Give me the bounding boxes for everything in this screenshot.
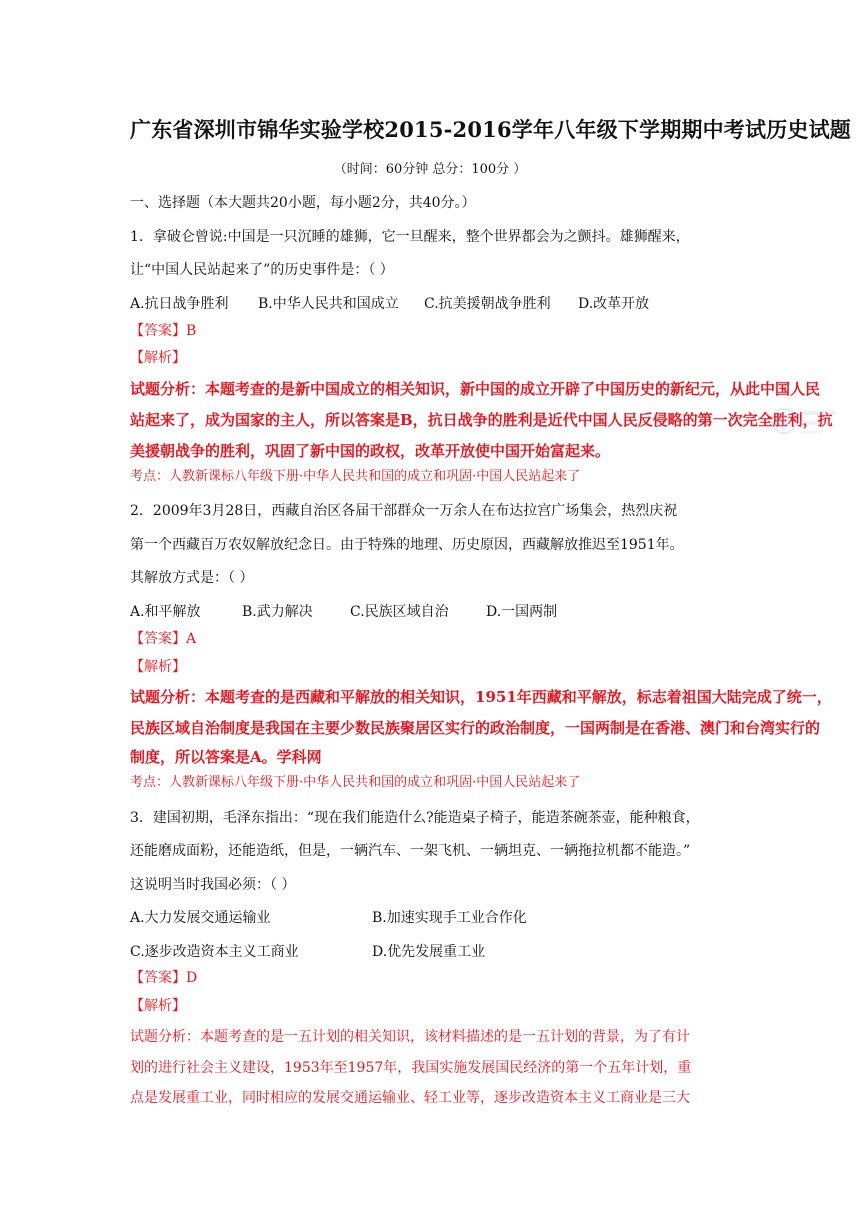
question-2-kaodian: 考点：人教新课标八年级下册·中华人民共和国的成立和巩固·中国人民站起来了: [130, 775, 581, 790]
question-1-analysis-label: 【解析】: [130, 350, 186, 366]
question-2-analysis-line-1: 试题分析：本题考查的是西藏和平解放的相关知识，1951年西藏和平解放，标志着祖国大陆完成了统一，: [130, 688, 832, 706]
question-1-analysis-line-2: 站起来了，成为国家的主人，所以答案是B，抗日战争的胜利是近代中国人民反侵略的第一次完全胜利，抗: [130, 411, 833, 429]
question-1-option-a: A.抗日战争胜利: [130, 296, 229, 312]
question-2-stem-line-1: 2．2009年3月28日，西藏自治区各届干部群众一万余人在布达拉宫广场集会，热烈庆祝: [130, 503, 678, 519]
question-2-stem-line-2: 第一个西藏百万农奴解放纪念日。由于特殊的地理、历史原因，西藏解放推迟至1951年。: [130, 537, 684, 553]
question-2-analysis-label: 【解析】: [130, 659, 186, 675]
question-3-analysis-line-1: 试题分析：本题考查的是一五计划的相关知识，该材料描述的是一五计划的背景，为了有计: [130, 1029, 690, 1045]
section-heading: 一、选择题（本大题共20小题，每小题2分，共40分。）: [130, 195, 476, 211]
question-1-kaodian: 考点：人教新课标八年级下册·中华人民共和国的成立和巩固·中国人民站起来了: [130, 469, 581, 484]
question-3-option-a: A.大力发展交通运输业: [130, 910, 271, 926]
question-1-stem-line-1: 1．拿破仑曾说:中国是一只沉睡的雄狮，它一旦醒来，整个世界都会为之颤抖。雄狮醒来，: [130, 229, 690, 245]
question-2-option-b: B.武力解决: [242, 604, 313, 620]
page-title: 广东省深圳市锦华实验学校2015-2016学年八年级下学期期中考试历史试题: [130, 117, 852, 142]
question-3-stem-line-1: 3．建国初期，毛泽东指出：“现在我们能造什么?能造桌子椅子，能造茶碗茶壶，能种粮食，: [130, 810, 700, 826]
question-1-option-c: C.抗美援朝战争胜利: [424, 296, 551, 312]
question-1-answer: 【答案】B: [130, 323, 197, 339]
watermark-logo-icon: [770, 397, 840, 441]
question-1-stem-line-2: 让“中国人民站起来了”的历史事件是：（ ）: [130, 262, 394, 278]
question-3-stem-line-3: 这说明当时我国必须：（ ）: [130, 877, 296, 893]
exam-info: （时间：60分钟 总分：100分 ）: [333, 162, 527, 177]
question-2-option-d: D.一国两制: [486, 604, 558, 620]
question-3-option-d: D.优先发展重工业: [372, 944, 486, 960]
question-3-analysis-label: 【解析】: [130, 998, 186, 1014]
question-3-option-c: C.逐步改造资本主义工商业: [130, 944, 299, 960]
question-3-analysis-line-2: 划的进行社会主义建设，1953年至1957年，我国实施发展国民经济的第一个五年计划，重: [130, 1060, 692, 1076]
question-1-option-b: B.中华人民共和国成立: [258, 296, 399, 312]
question-1-option-d: D.改革开放: [578, 296, 650, 312]
question-1-analysis-line-1: 试题分析：本题考查的是新中国成立的相关知识，新中国的成立开辟了中国历史的新纪元，从此中国人民: [130, 380, 821, 398]
question-1-analysis-line-3: 美援朝战争的胜利，巩固了新中国的政权，改革开放使中国开始富起来。: [130, 442, 611, 460]
question-3-analysis-line-3: 点是发展重工业，同时相应的发展交通运输业、轻工业等，逐步改造资本主义工商业是三大: [130, 1090, 690, 1106]
question-2-answer: 【答案】A: [130, 631, 197, 647]
question-3-answer: 【答案】D: [130, 970, 198, 986]
question-3-option-b: B.加速实现手工业合作化: [372, 910, 527, 926]
question-3-stem-line-2: 还能磨成面粉，还能造纸，但是，一辆汽车、一架飞机、一辆坦克、一辆拖拉机都不能造。”: [130, 843, 691, 859]
question-2-stem-line-3: 其解放方式是：（ ）: [130, 570, 254, 586]
question-2-analysis-line-2: 民族区域自治制度是我国在主要少数民族聚居区实行的政治制度，一国两制是在香港、澳门和台湾实行的: [130, 719, 821, 737]
question-2-analysis-line-3: 制度，所以答案是A。学科网: [130, 748, 322, 766]
question-2-option-a: A.和平解放: [130, 604, 201, 620]
question-2-option-c: C.民族区域自治: [350, 604, 449, 620]
